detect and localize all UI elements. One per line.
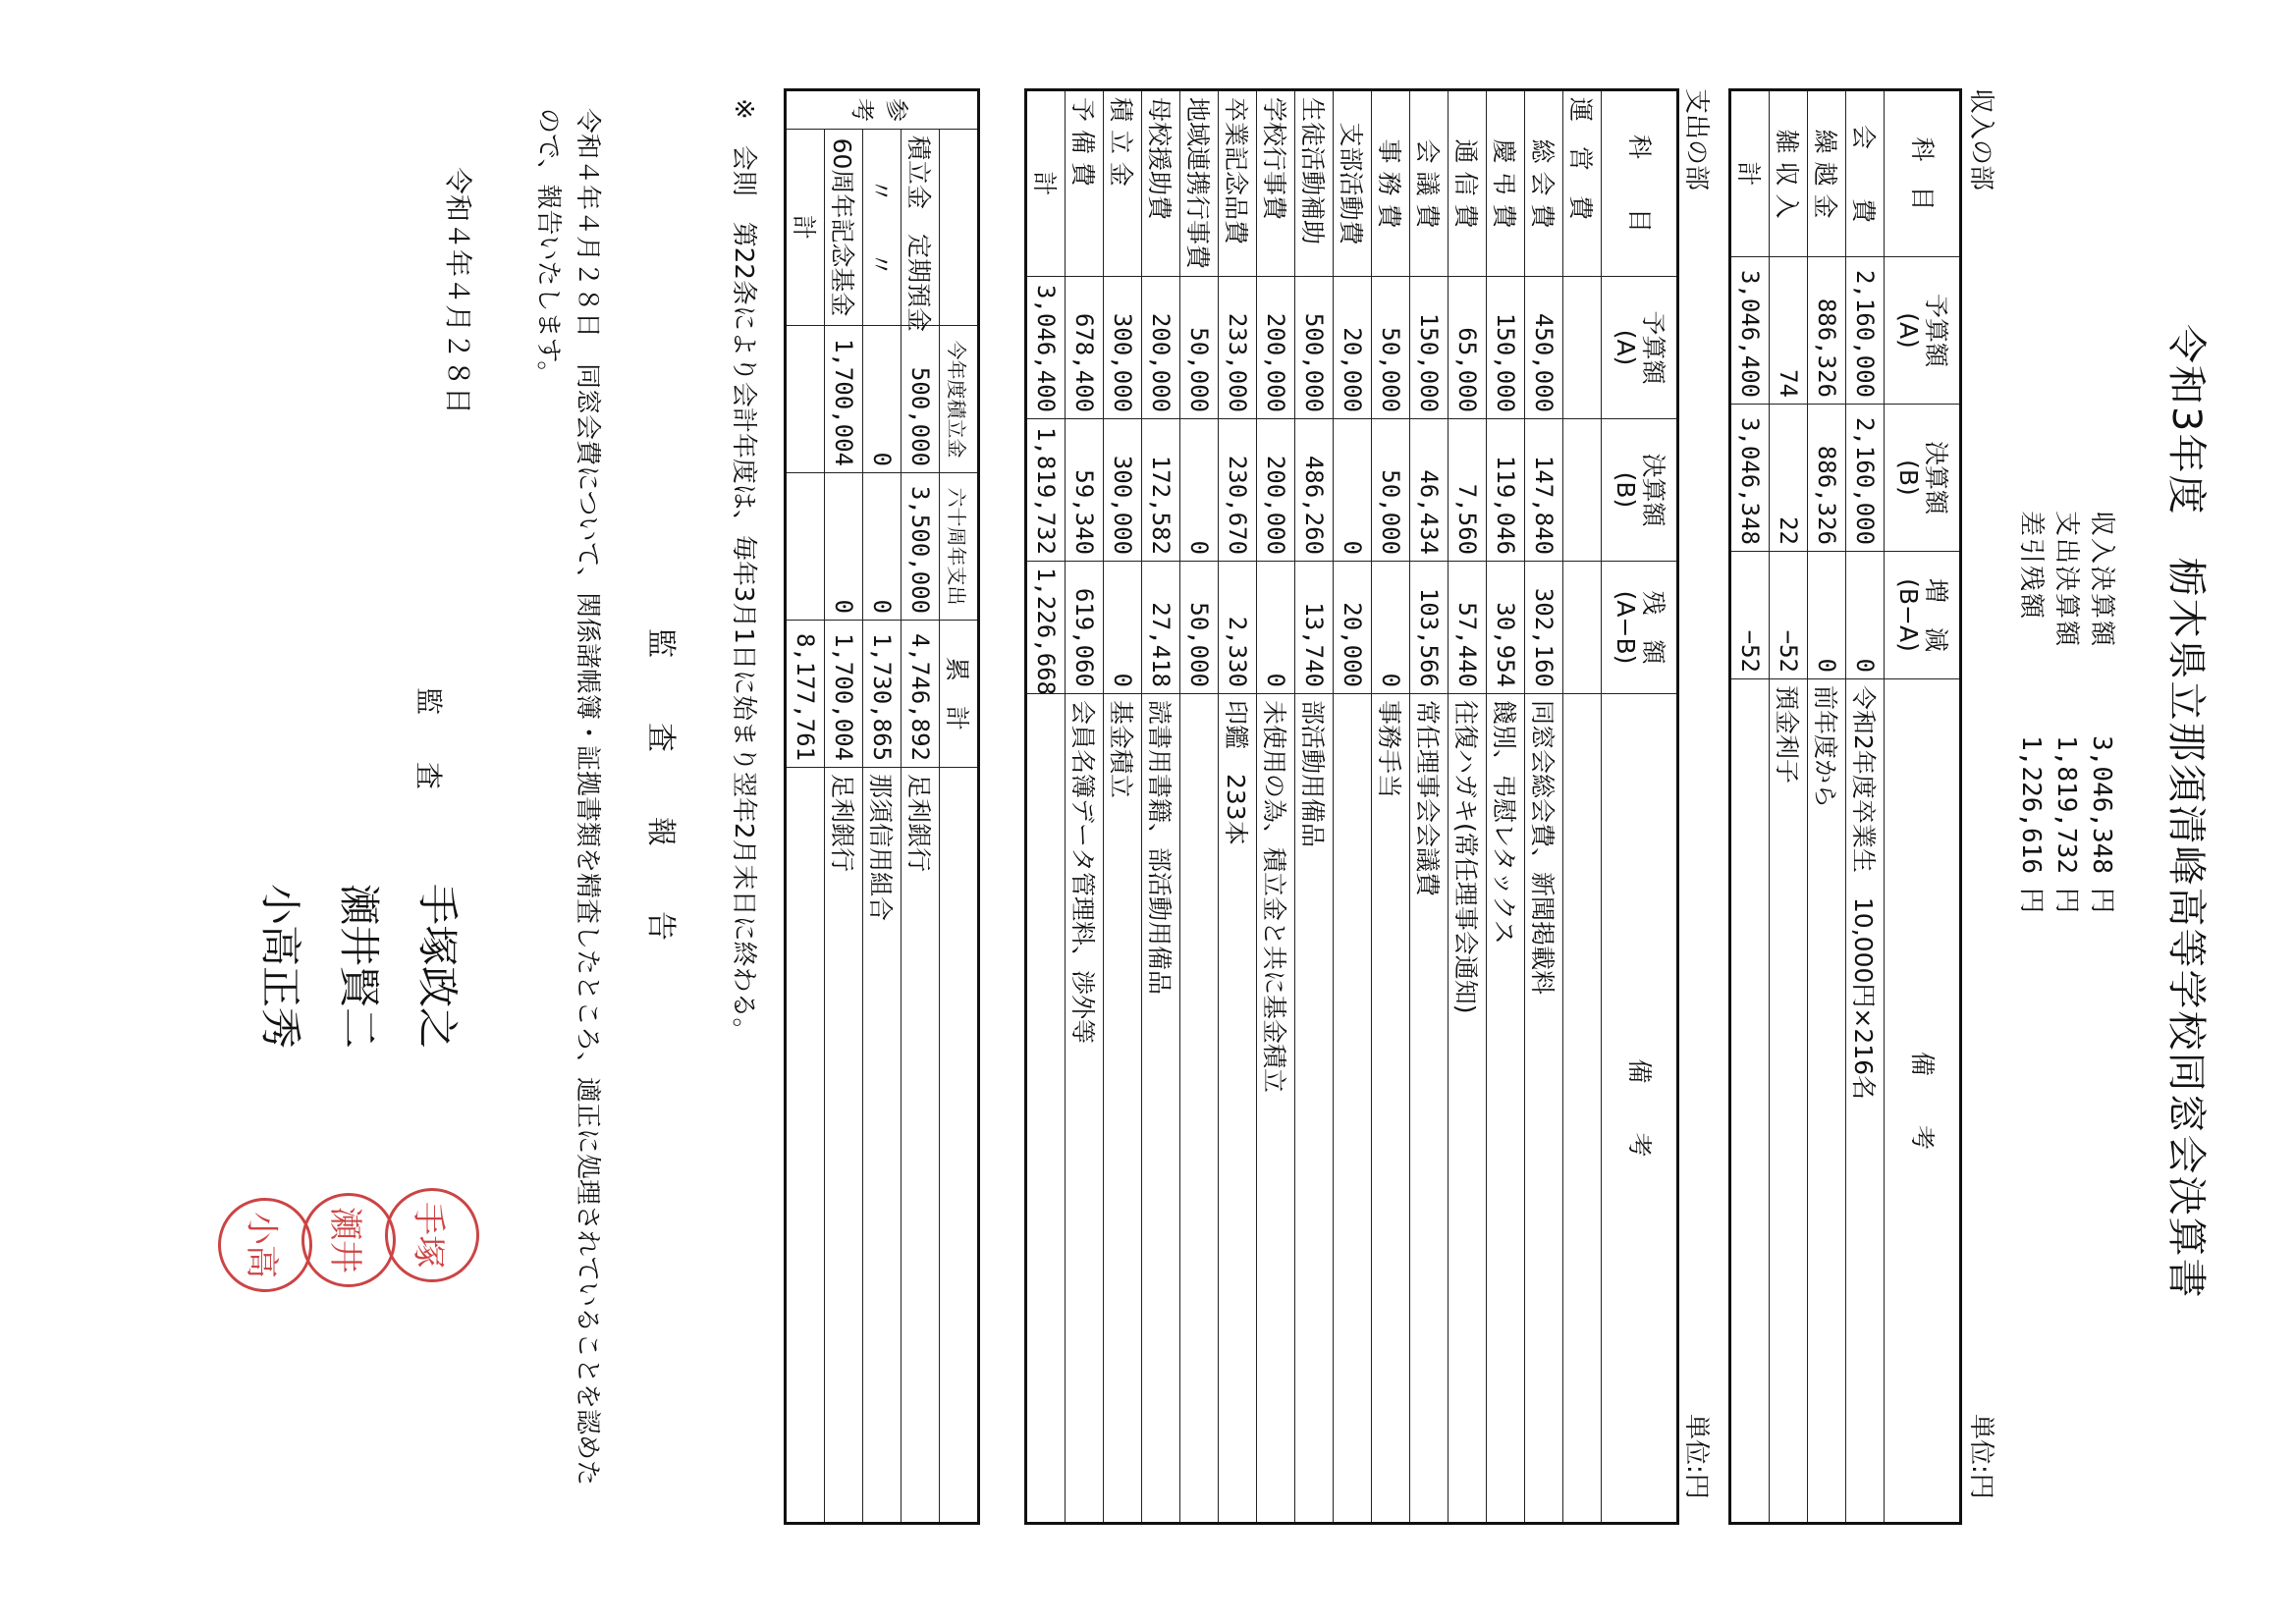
cell-remarks: 事務手当 bbox=[1372, 694, 1410, 1524]
audit-heading: 監 査 報 告 bbox=[643, 628, 678, 958]
expense-unit-label: 単位:円 bbox=[1681, 1414, 1711, 1499]
cell-remaining: 0 bbox=[1104, 562, 1142, 694]
cell-remarks: 会員名簿データ管理料、渉外等 bbox=[1066, 694, 1104, 1524]
table-row bbox=[1257, 90, 1295, 1524]
summary-value: 1,819,732 bbox=[2051, 735, 2081, 874]
cell-item: 母校援助費 bbox=[1142, 90, 1180, 277]
cell-actual: 886,326 bbox=[1808, 405, 1846, 552]
cell-budget: 65,000 bbox=[1449, 277, 1487, 419]
summary-label: 支出決算額 bbox=[2051, 511, 2081, 649]
income-col-header: 科 目 bbox=[1885, 90, 1961, 257]
cell-actual: 147,840 bbox=[1525, 419, 1563, 562]
income-col-header: 決算額 (B) bbox=[1885, 405, 1961, 552]
reference-table bbox=[784, 88, 980, 1525]
cell-remarks: 同窓会総会費、新聞掲載料 bbox=[1525, 694, 1563, 1524]
cell-actual: 200,000 bbox=[1257, 419, 1295, 562]
reference-total-label: 計 bbox=[786, 130, 825, 326]
reference-col-header: 六十周年支出 bbox=[940, 473, 979, 621]
cell-budget: 2,160,000 bbox=[1846, 257, 1885, 405]
cell-actual: 46,434 bbox=[1410, 419, 1449, 562]
cell-actual: 230,670 bbox=[1219, 419, 1257, 562]
expense-header-row bbox=[1602, 90, 1678, 1524]
auditor-signature: 小高正秀 bbox=[256, 884, 304, 1050]
reference-col-header bbox=[940, 130, 979, 326]
cell-remarks: 往復ハガキ(常任理事会通知) bbox=[1449, 694, 1487, 1524]
table-row bbox=[1846, 90, 1885, 1524]
cell-diff: 0 bbox=[1846, 552, 1885, 679]
cell-bank: 足利銀行 bbox=[902, 768, 940, 1524]
cell-remarks bbox=[1730, 679, 1770, 1524]
summary-row bbox=[2049, 511, 2084, 913]
cell-this-year: 500,000 bbox=[902, 326, 940, 473]
cell-remaining: 27,418 bbox=[1142, 562, 1180, 694]
table-total-row bbox=[1026, 90, 1066, 1524]
cell-remaining: 619,060 bbox=[1066, 562, 1104, 694]
cell-item: 積立金 定期預金 bbox=[902, 130, 940, 326]
cell-item: 雑 収 入 bbox=[1770, 90, 1808, 257]
table-row bbox=[1372, 90, 1410, 1524]
income-header-row bbox=[1885, 90, 1961, 1524]
cell-remarks: 預金利子 bbox=[1770, 679, 1808, 1524]
cell-item: 計 bbox=[1026, 90, 1066, 277]
cell-actual: 119,046 bbox=[1487, 419, 1525, 562]
expense-heading: 支出の部 bbox=[1681, 88, 1711, 191]
table-row bbox=[1334, 90, 1372, 1524]
cell-remaining: 50,000 bbox=[1180, 562, 1219, 694]
cell-budget bbox=[1563, 277, 1602, 419]
cell-remaining bbox=[1563, 562, 1602, 694]
cell-remarks: 前年度から bbox=[1808, 679, 1846, 1524]
summary-row bbox=[2013, 511, 2049, 913]
table-total-row bbox=[786, 90, 825, 1524]
auditor-label: 監 査 bbox=[412, 687, 445, 800]
cell-budget: 450,000 bbox=[1525, 277, 1563, 419]
income-heading: 収入の部 bbox=[1966, 88, 1995, 191]
cell-remaining: 103,566 bbox=[1410, 562, 1449, 694]
cell-remarks: 読書用書籍、部活動用備品 bbox=[1142, 694, 1180, 1524]
cell-item: 運 営 費 bbox=[1563, 90, 1602, 277]
cell-actual: 486,260 bbox=[1295, 419, 1334, 562]
table-row bbox=[825, 90, 863, 1524]
cell-remaining: 20,000 bbox=[1334, 562, 1372, 694]
cell-budget: 233,000 bbox=[1219, 277, 1257, 419]
cell-actual: 1,819,732 bbox=[1026, 419, 1066, 562]
cell-remaining: 30,954 bbox=[1487, 562, 1525, 694]
cell-remarks bbox=[1334, 694, 1372, 1524]
cell-budget: 500,000 bbox=[1295, 277, 1334, 419]
cell-item: 生徒活動補助 bbox=[1295, 90, 1334, 277]
cell-cumulative: 4,746,892 bbox=[902, 621, 940, 768]
cell-item: 会 議 費 bbox=[1410, 90, 1449, 277]
cell-item: 繰 越 金 bbox=[1808, 90, 1846, 257]
cell-remaining: 302,160 bbox=[1525, 562, 1563, 694]
summary-value: 3,046,348 bbox=[2087, 735, 2116, 874]
cell-remarks bbox=[1026, 694, 1066, 1524]
cell-budget: 50,000 bbox=[1372, 277, 1410, 419]
income-unit-label: 単位:円 bbox=[1966, 1414, 1995, 1499]
table-row bbox=[1449, 90, 1487, 1524]
table-row bbox=[902, 90, 940, 1524]
table-row bbox=[863, 90, 902, 1524]
cell-budget: 300,000 bbox=[1104, 277, 1142, 419]
cell-remaining: 2,330 bbox=[1219, 562, 1257, 694]
cell-item: 予 備 費 bbox=[1066, 90, 1104, 277]
reference-col-header: 今年度積立金 bbox=[940, 326, 979, 473]
table-row bbox=[1219, 90, 1257, 1524]
cell-60th-spend: 3,500,000 bbox=[902, 473, 940, 621]
cell-item: 総 会 費 bbox=[1525, 90, 1563, 277]
cell-budget: 200,000 bbox=[1257, 277, 1295, 419]
cell-budget: 678,400 bbox=[1066, 277, 1104, 419]
cell-remarks bbox=[1563, 694, 1602, 1524]
cell-item: 学校行事費 bbox=[1257, 90, 1295, 277]
reference-col-header: 累 計 bbox=[940, 621, 979, 768]
cell-item: 地域連携行事費 bbox=[1180, 90, 1219, 277]
cell-actual: 172,582 bbox=[1142, 419, 1180, 562]
cell-actual: 7,560 bbox=[1449, 419, 1487, 562]
fiscal-year-note: ※ 会則 第22条により会計年度は、毎年3月1日に始まり翌年2月末日に終わる。 bbox=[729, 98, 758, 1044]
cell-item: 積 立 金 bbox=[1104, 90, 1142, 277]
cell-actual: 50,000 bbox=[1372, 419, 1410, 562]
cell-item: 通 信 費 bbox=[1449, 90, 1487, 277]
audit-text: 令和４年４月２８日 同窓会費について、関係諸帳簿・証拠書類を精査したところ、適正に処理されていることを認めたので、報告いたします。 bbox=[533, 108, 602, 1486]
cell-bank: 足利銀行 bbox=[825, 768, 863, 1524]
cell-actual: 0 bbox=[1334, 419, 1372, 562]
cell-item: 事 務 費 bbox=[1372, 90, 1410, 277]
audit-date: 令和４年４月２８日 bbox=[442, 167, 474, 415]
expense-col-header: 決算額 (B) bbox=[1602, 419, 1678, 562]
cell-diff: −52 bbox=[1770, 552, 1808, 679]
table-row bbox=[1410, 90, 1449, 1524]
cell-remarks: 常任理事会会議費 bbox=[1410, 694, 1449, 1524]
cell-actual: 0 bbox=[1180, 419, 1219, 562]
auditor-signature: 手塚政之 bbox=[413, 884, 462, 1050]
auditor-signature: 瀬井賢二 bbox=[335, 884, 383, 1050]
summary-label: 差引残額 bbox=[2016, 511, 2046, 622]
cell-remaining: 0 bbox=[1257, 562, 1295, 694]
cell-budget: 150,000 bbox=[1487, 277, 1525, 419]
cell-cumulative: 1,730,865 bbox=[863, 621, 902, 768]
income-col-header: 備 考 bbox=[1885, 679, 1961, 1524]
cell-remarks: 未使用の為、積立金と共に基金積立 bbox=[1257, 694, 1295, 1524]
summary-unit: 円 bbox=[2016, 887, 2046, 913]
cell-remarks: 餞別、弔慰レタックス bbox=[1487, 694, 1525, 1524]
cell-remaining: 0 bbox=[1372, 562, 1410, 694]
cell-item: 〃 〃 bbox=[863, 130, 902, 326]
cell-item: 慶 弔 費 bbox=[1487, 90, 1525, 277]
cell-remarks bbox=[1180, 694, 1219, 1524]
cell-actual: 22 bbox=[1770, 405, 1808, 552]
reference-heading: 参 考 bbox=[786, 90, 979, 130]
reference-total-value: 8,177,761 bbox=[786, 621, 825, 768]
expense-col-header: 予算額 (A) bbox=[1602, 277, 1678, 419]
summary-value: 1,226,616 bbox=[2016, 735, 2046, 874]
income-col-header: 予算額 (A) bbox=[1885, 257, 1961, 405]
seal-stamp: 手塚 bbox=[385, 1188, 479, 1282]
summary-unit: 円 bbox=[2087, 887, 2116, 913]
expense-col-header: 備 考 bbox=[1602, 694, 1678, 1524]
reference-header-row bbox=[940, 90, 979, 1524]
cell-budget: 3,046,400 bbox=[1730, 257, 1770, 405]
cell-budget: 150,000 bbox=[1410, 277, 1449, 419]
cell-this-year: 1,700,004 bbox=[825, 326, 863, 473]
cell-item: 60周年記念基金 bbox=[825, 130, 863, 326]
reference-col-header bbox=[940, 768, 979, 1524]
table-row bbox=[1525, 90, 1563, 1524]
cell-actual: 2,160,000 bbox=[1846, 405, 1885, 552]
table-row bbox=[1180, 90, 1219, 1524]
cell-bank: 那須信用組合 bbox=[863, 768, 902, 1524]
table-row bbox=[1770, 90, 1808, 1524]
income-col-header: 増 減 (B−A) bbox=[1885, 552, 1961, 679]
cell-remarks: 基金積立 bbox=[1104, 694, 1142, 1524]
table-row bbox=[1104, 90, 1142, 1524]
cell-remaining: 1,226,668 bbox=[1026, 562, 1066, 694]
expense-col-header: 科 目 bbox=[1602, 90, 1678, 277]
cell-budget: 886,326 bbox=[1808, 257, 1846, 405]
cell-actual: 59,340 bbox=[1066, 419, 1104, 562]
cell-item: 会 費 bbox=[1846, 90, 1885, 257]
table-row bbox=[1487, 90, 1525, 1524]
table-total-row bbox=[1730, 90, 1770, 1524]
summary-label: 収入決算額 bbox=[2087, 511, 2116, 649]
document-title: 令和3年度 栃木県立那須清峰高等学校同窓会決算書 bbox=[2163, 324, 2209, 1300]
cell-this-year: 0 bbox=[863, 326, 902, 473]
cell-actual bbox=[1563, 419, 1602, 562]
table-row bbox=[1563, 90, 1602, 1524]
cell-item: 支部活動費 bbox=[1334, 90, 1372, 277]
cell-item: 卒業記念品費 bbox=[1219, 90, 1257, 277]
cell-60th-spend: 0 bbox=[863, 473, 902, 621]
cell-budget: 50,000 bbox=[1180, 277, 1219, 419]
cell-diff: −52 bbox=[1730, 552, 1770, 679]
cell-budget: 3,046,400 bbox=[1026, 277, 1066, 419]
cell-budget: 20,000 bbox=[1334, 277, 1372, 419]
income-table bbox=[1728, 88, 1962, 1525]
cell-budget: 200,000 bbox=[1142, 277, 1180, 419]
table-row bbox=[1808, 90, 1846, 1524]
table-row bbox=[1142, 90, 1180, 1524]
cell-remarks: 部活動用備品 bbox=[1295, 694, 1334, 1524]
cell-item: 計 bbox=[1730, 90, 1770, 257]
cell-60th-spend: 0 bbox=[825, 473, 863, 621]
summary-unit: 円 bbox=[2051, 887, 2081, 913]
cell-budget: 74 bbox=[1770, 257, 1808, 405]
cell-remaining: 57,440 bbox=[1449, 562, 1487, 694]
table-row bbox=[1295, 90, 1334, 1524]
cell-cumulative: 1,700,004 bbox=[825, 621, 863, 768]
cell-remarks: 令和2年度卒業生 10,000円×216名 bbox=[1846, 679, 1885, 1524]
seal-stamp: 瀬井 bbox=[301, 1193, 396, 1287]
expense-col-header: 残 額 (A−B) bbox=[1602, 562, 1678, 694]
cell-actual: 300,000 bbox=[1104, 419, 1142, 562]
table-row bbox=[1066, 90, 1104, 1524]
cell-actual: 3,046,348 bbox=[1730, 405, 1770, 552]
expense-table bbox=[1024, 88, 1679, 1525]
summary-block bbox=[2013, 511, 2119, 913]
cell-diff: 0 bbox=[1808, 552, 1846, 679]
cell-remaining: 13,740 bbox=[1295, 562, 1334, 694]
seal-stamp: 小高 bbox=[218, 1198, 312, 1292]
summary-row bbox=[2084, 511, 2119, 913]
cell-remarks: 印鑑 233本 bbox=[1219, 694, 1257, 1524]
